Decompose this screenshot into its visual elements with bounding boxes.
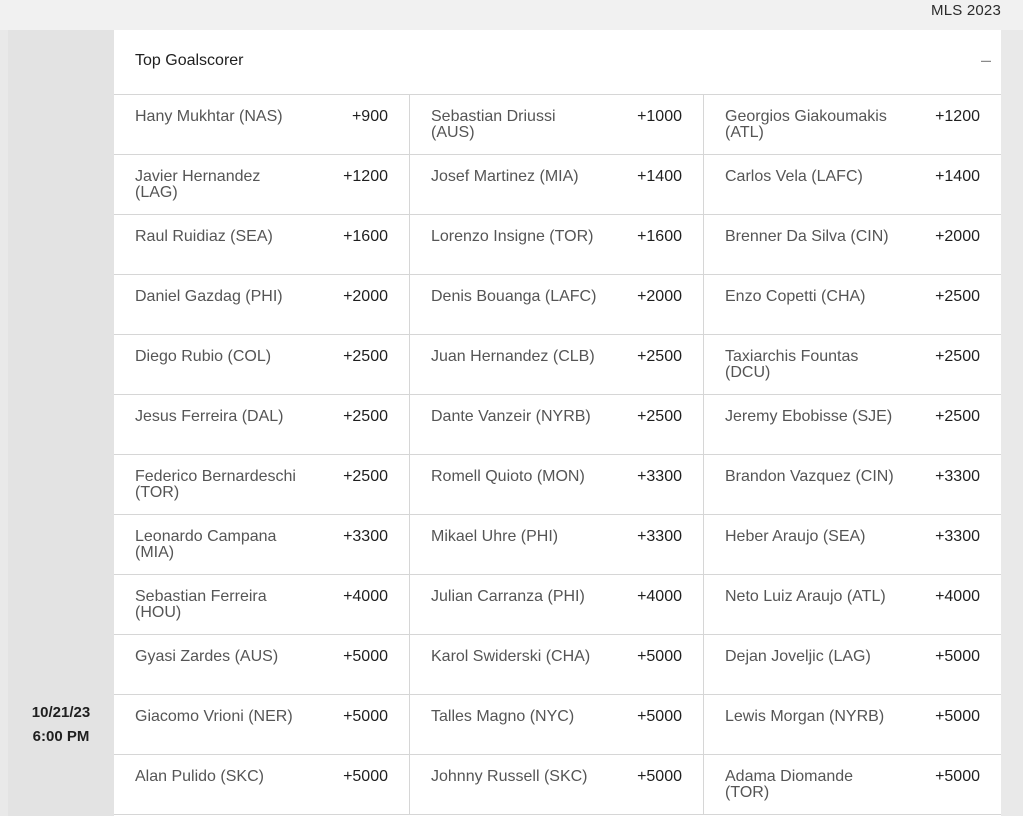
odds-value: +1200 — [935, 108, 980, 125]
player-name: Leonardo Campana (MIA) — [135, 528, 277, 561]
odds-value: +1600 — [637, 228, 682, 245]
selection-button[interactable] — [410, 755, 704, 815]
odds-value: +3300 — [935, 468, 980, 485]
player-name: Johnny Russell (SKC) — [431, 768, 588, 785]
odds-value: +1400 — [637, 168, 682, 185]
selection-button[interactable] — [410, 395, 704, 455]
collapse-icon[interactable]: – — [980, 50, 991, 70]
odds-value: +2500 — [637, 408, 682, 425]
selection-button[interactable] — [704, 215, 1001, 275]
player-name: Brenner Da Silva (CIN) — [725, 228, 889, 245]
odds-value: +3300 — [637, 528, 682, 545]
player-name: Jesus Ferreira (DAL) — [135, 408, 284, 425]
selection-button[interactable] — [704, 575, 1001, 635]
selection-button[interactable] — [114, 635, 410, 695]
odds-value: +2000 — [637, 288, 682, 305]
selection-button[interactable] — [410, 575, 704, 635]
player-name: Neto Luiz Araujo (ATL) — [725, 588, 886, 605]
odds-value: +5000 — [935, 648, 980, 665]
odds-value: +5000 — [343, 648, 388, 665]
odds-value: +2500 — [637, 348, 682, 365]
selection-button[interactable] — [704, 635, 1001, 695]
player-name: Enzo Copetti (CHA) — [725, 288, 866, 305]
selection-button[interactable] — [114, 395, 410, 455]
player-name: Carlos Vela (LAFC) — [725, 168, 863, 185]
selection-button[interactable] — [704, 395, 1001, 455]
selection-button[interactable] — [410, 215, 704, 275]
selection-button[interactable] — [704, 515, 1001, 575]
selection-button[interactable] — [704, 95, 1001, 155]
odds-value: +5000 — [343, 768, 388, 785]
player-name: Lorenzo Insigne (TOR) — [431, 228, 594, 245]
selection-button[interactable] — [410, 275, 704, 335]
player-name: Adama Diomande (TOR) — [725, 768, 854, 801]
selection-button[interactable] — [410, 695, 704, 755]
player-name: Georgios Giakoumakis (ATL) — [725, 108, 887, 141]
odds-value: +2500 — [935, 348, 980, 365]
selection-button[interactable] — [704, 275, 1001, 335]
selection-button[interactable] — [114, 95, 410, 155]
odds-value: +2500 — [935, 408, 980, 425]
player-name: Diego Rubio (COL) — [135, 348, 272, 365]
selection-button[interactable] — [410, 635, 704, 695]
player-name: Juan Hernandez (CLB) — [431, 348, 595, 365]
player-name: Dejan Joveljic (LAG) — [725, 648, 871, 665]
player-name: Taxiarchis Fountas (DCU) — [725, 348, 859, 381]
player-name: Giacomo Vrioni (NER) — [135, 708, 293, 725]
player-name: Alan Pulido (SKC) — [135, 768, 264, 785]
selection-button[interactable] — [410, 155, 704, 215]
selection-button[interactable] — [114, 695, 410, 755]
odds-value: +4000 — [343, 588, 388, 605]
player-name: Brandon Vazquez (CIN) — [725, 468, 894, 485]
selection-button[interactable] — [410, 335, 704, 395]
selection-button[interactable] — [410, 455, 704, 515]
odds-value: +1600 — [343, 228, 388, 245]
selection-button[interactable] — [704, 155, 1001, 215]
player-name: Romell Quioto (MON) — [431, 468, 585, 485]
odds-value: +3300 — [935, 528, 980, 545]
odds-value: +1000 — [637, 108, 682, 125]
player-name: Lewis Morgan (NYRB) — [725, 708, 885, 725]
player-name: Sebastian Ferreira (HOU) — [135, 588, 267, 621]
selection-button[interactable] — [114, 155, 410, 215]
player-name: Denis Bouanga (LAFC) — [431, 288, 597, 305]
selection-button[interactable] — [704, 695, 1001, 755]
player-name: Talles Magno (NYC) — [431, 708, 575, 725]
market-title: Top Goalscorer — [135, 52, 244, 69]
player-name: Javier Hernandez (LAG) — [135, 168, 261, 201]
odds-value: +2000 — [343, 288, 388, 305]
player-name: Federico Bernardeschi (TOR) — [135, 468, 296, 501]
odds-value: +5000 — [637, 708, 682, 725]
selection-button[interactable] — [114, 755, 410, 815]
selection-button[interactable] — [114, 575, 410, 635]
selection-button[interactable] — [410, 95, 704, 155]
player-name: Sebastian Driussi (AUS) — [431, 108, 556, 141]
odds-value: +2500 — [343, 408, 388, 425]
odds-value: +2000 — [935, 228, 980, 245]
event-date: 10/21/23 — [31, 704, 91, 721]
player-name: Gyasi Zardes (AUS) — [135, 648, 279, 665]
player-name: Josef Martinez (MIA) — [431, 168, 579, 185]
odds-value: +1200 — [343, 168, 388, 185]
player-name: Raul Ruidiaz (SEA) — [135, 228, 273, 245]
selection-button[interactable] — [114, 515, 410, 575]
selection-button[interactable] — [704, 335, 1001, 395]
player-name: Mikael Uhre (PHI) — [431, 528, 559, 545]
odds-value: +5000 — [637, 768, 682, 785]
selection-button[interactable] — [704, 455, 1001, 515]
selection-button[interactable] — [114, 275, 410, 335]
selection-button[interactable] — [114, 335, 410, 395]
odds-value: +2500 — [343, 468, 388, 485]
event-time: 6:00 PM — [32, 728, 90, 745]
odds-value: +5000 — [935, 708, 980, 725]
player-name: Jeremy Ebobisse (SJE) — [725, 408, 893, 425]
selection-button[interactable] — [410, 515, 704, 575]
odds-value: +2500 — [935, 288, 980, 305]
player-name: Hany Mukhtar (NAS) — [135, 108, 283, 125]
odds-value: +1400 — [935, 168, 980, 185]
event-datetime — [8, 701, 114, 749]
player-name: Julian Carranza (PHI) — [431, 588, 585, 605]
odds-value: +5000 — [637, 648, 682, 665]
odds-value: +5000 — [935, 768, 980, 785]
event-rail — [8, 30, 114, 816]
selection-button[interactable] — [704, 755, 1001, 815]
odds-value: +2500 — [343, 348, 388, 365]
market-panel — [114, 30, 1001, 816]
market-header[interactable] — [114, 30, 1001, 95]
odds-value: +3300 — [343, 528, 388, 545]
odds-value: +4000 — [637, 588, 682, 605]
player-name: Heber Araujo (SEA) — [725, 528, 866, 545]
top-bar — [0, 0, 1023, 30]
player-name: Dante Vanzeir (NYRB) — [431, 408, 591, 425]
player-name: Daniel Gazdag (PHI) — [135, 288, 283, 305]
league-label: MLS 2023 — [931, 2, 1001, 19]
selection-button[interactable] — [114, 215, 410, 275]
odds-value: +5000 — [343, 708, 388, 725]
odds-value: +3300 — [637, 468, 682, 485]
player-name: Karol Swiderski (CHA) — [431, 648, 591, 665]
selection-button[interactable] — [114, 455, 410, 515]
odds-value: +900 — [351, 108, 388, 125]
selection-grid — [114, 95, 1001, 815]
odds-value: +4000 — [935, 588, 980, 605]
